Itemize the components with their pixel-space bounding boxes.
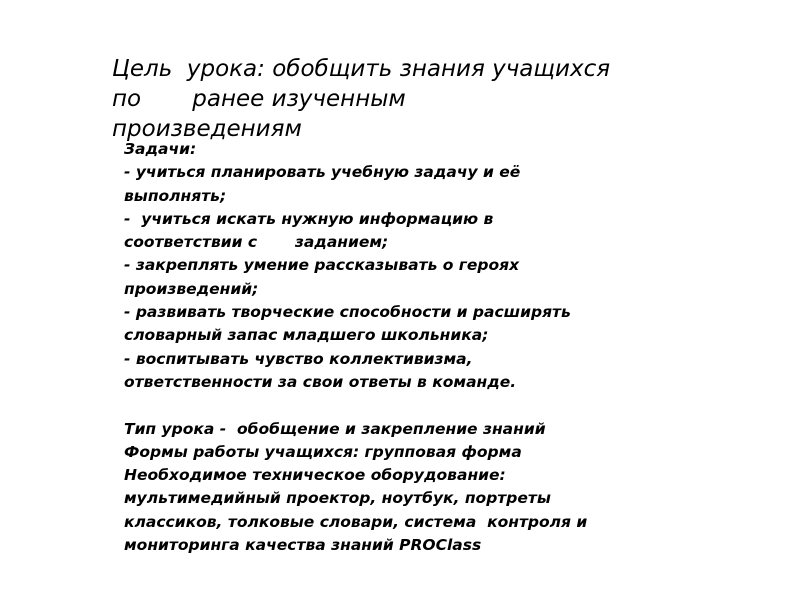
- info-line: мультимедийный проектор, ноутбук, портреты: [124, 489, 551, 508]
- task-line: словарный запас младшего школьника;: [124, 326, 489, 345]
- task-line: - развивать творческие способности и расширять: [124, 303, 571, 322]
- task-line: - закреплять умение рассказывать о героях: [124, 256, 520, 275]
- info-line: мониторинга качества знаний PROClass: [124, 536, 482, 555]
- title-line-1: Цель урока: обобщить знания учащихся: [112, 56, 611, 82]
- task-line: - учиться искать нужную информацию в: [124, 209, 494, 228]
- task-line: произведений;: [124, 279, 259, 298]
- info-line: Формы работы учащихся: групповая форма: [124, 442, 522, 461]
- task-line: ответственности за свои ответы в команде.: [124, 372, 517, 391]
- task-line: - воспитывать чувство коллективизма,: [124, 349, 473, 368]
- title-line-3: произведениям: [112, 116, 302, 142]
- lesson-goal-title: [112, 54, 712, 144]
- info-line: Необходимое техническое оборудование:: [124, 466, 506, 485]
- task-line: соответствии с заданием;: [124, 233, 389, 252]
- tasks-heading: Задачи:: [124, 140, 197, 158]
- paragraph-gap: [124, 394, 684, 417]
- info-line: классиков, толковые словари, система контроля и: [124, 512, 588, 531]
- info-line: Тип урока - обобщение и закрепление знаний: [124, 419, 546, 438]
- title-line-2: по ранее изученным: [112, 86, 406, 112]
- lesson-body-text: [124, 138, 684, 557]
- task-line: выполнять;: [124, 186, 227, 205]
- task-line: - учиться планировать учебную задачу и её: [124, 163, 521, 182]
